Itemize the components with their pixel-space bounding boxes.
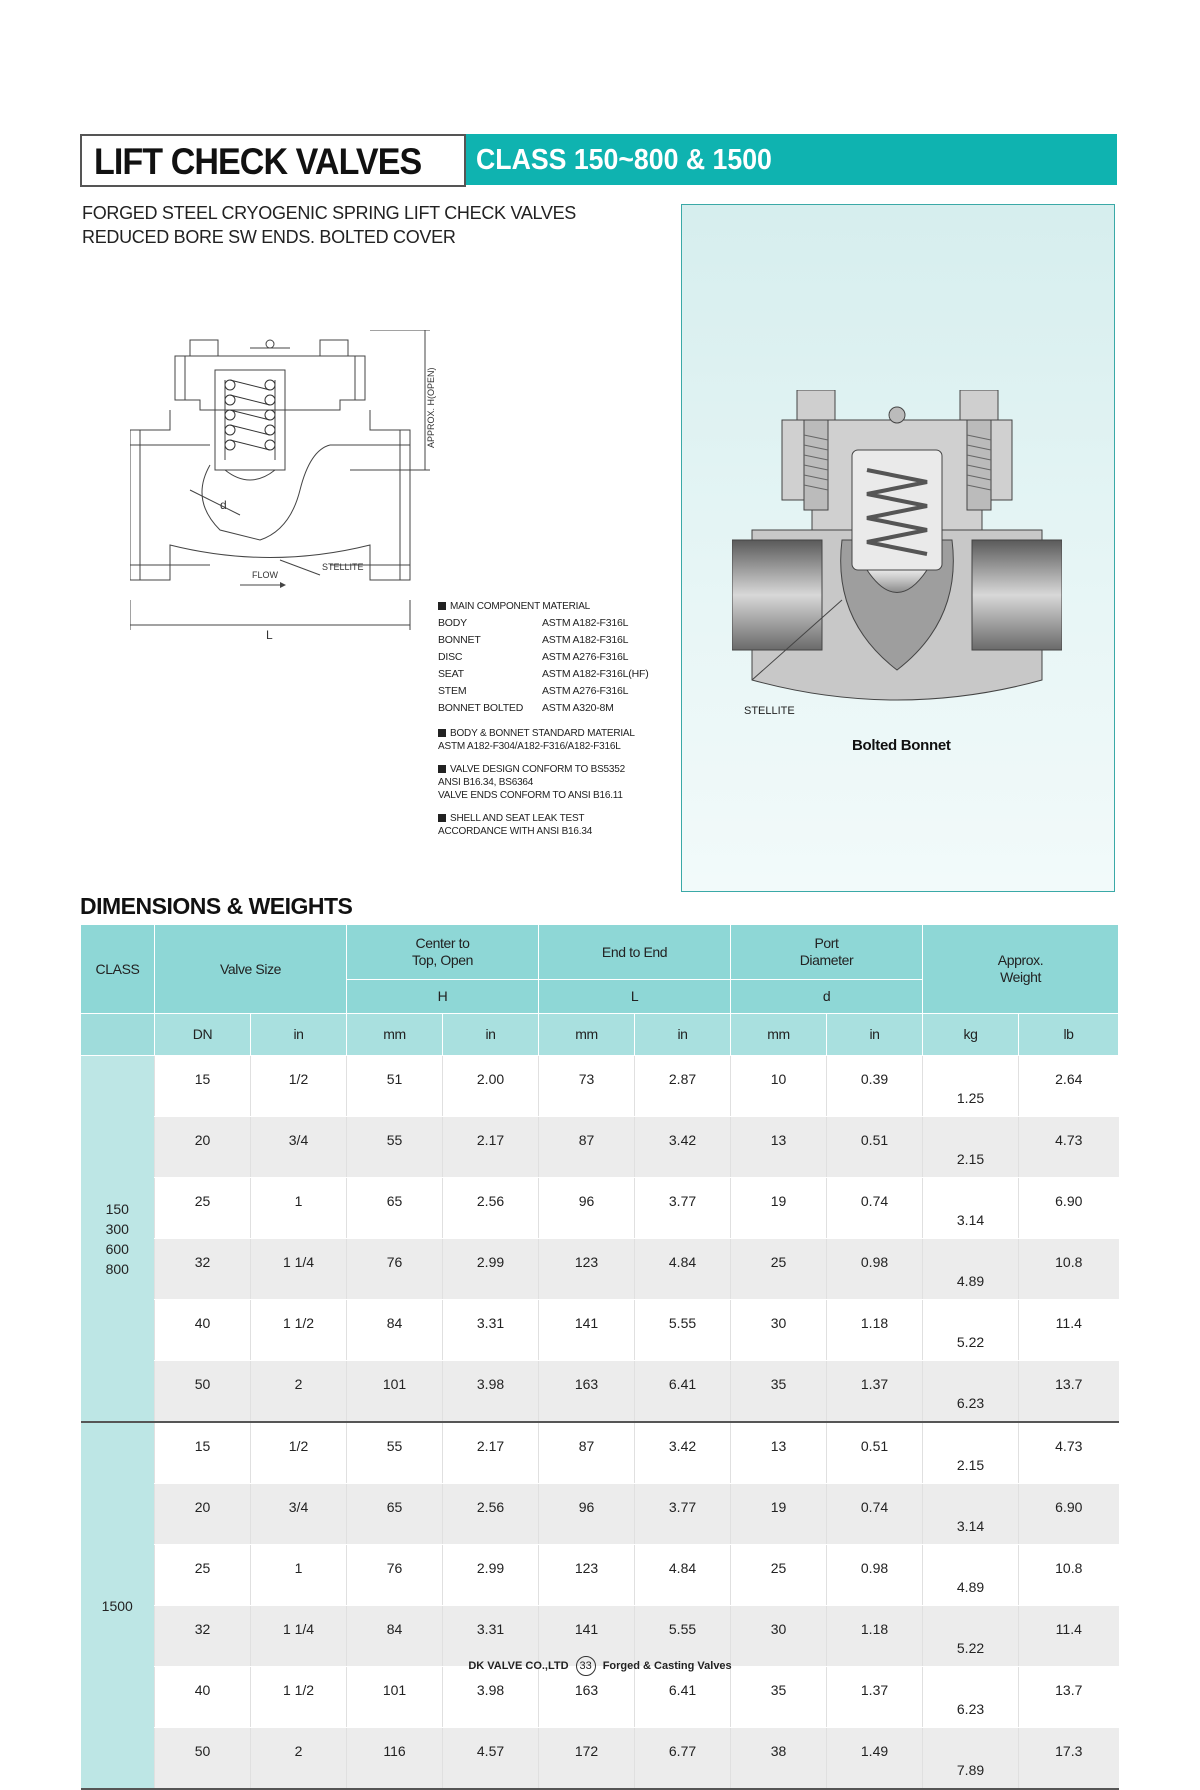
table-cell: 35 [731,1667,827,1728]
technical-drawing [130,330,480,670]
table-cell: 2 [251,1728,347,1790]
table-cell: 2.87 [635,1056,731,1117]
table-cell: 3.98 [443,1361,539,1423]
material-heading: MAIN COMPONENT MATERIAL [438,598,678,615]
class-group-cell [81,1056,155,1423]
stellite-drawing-label: STELLITE [322,562,364,572]
table-cell: 5.55 [635,1300,731,1361]
table-cell: 2.56 [443,1484,539,1545]
table-cell: 3.77 [635,1484,731,1545]
table-cell: 73 [539,1056,635,1117]
dimensions-section-title: DIMENSIONS & WEIGHTS [80,893,353,919]
table-cell: 3/4 [251,1484,347,1545]
table-cell: 1 1/4 [251,1606,347,1667]
valve-illustration-panel [681,204,1115,892]
table-cell: 123 [539,1239,635,1300]
table-cell: 19 [731,1484,827,1545]
table-cell: 3.31 [443,1606,539,1667]
table-cell: 3.98 [443,1667,539,1728]
table-cell: 4.73 [1019,1117,1119,1178]
table-cell: 15 [155,1422,251,1484]
bullet-icon [438,814,446,822]
col-valve-size-header: Valve Size [155,925,347,1014]
table-cell: 15 [155,1056,251,1117]
table-cell: 2.56 [443,1178,539,1239]
material-row: SEAT ASTM A182-F316L(HF) [438,668,649,680]
table-cell: 2.15 [923,1117,1019,1178]
table-cell: 13.7 [1019,1361,1119,1423]
unit-in: in [827,1014,923,1056]
table-row [81,1728,1119,1790]
class-value: 150 [105,1200,129,1217]
table-row [81,1422,1119,1484]
product-description [82,201,576,249]
table-row [81,1117,1119,1178]
bullet-icon [438,602,446,610]
table-cell: 51 [347,1056,443,1117]
table-cell: 32 [155,1606,251,1667]
table-cell: 1/2 [251,1056,347,1117]
leak-test-note: SHELL AND SEAT LEAK TEST ACCORDANCE WITH ANSI B16.34 [438,813,593,837]
table-cell: 4.57 [443,1728,539,1790]
table-cell: 0.98 [827,1545,923,1606]
table-cell: 101 [347,1361,443,1423]
table-cell: 2 [251,1361,347,1423]
table-cell: 6.23 [923,1361,1019,1423]
table-cell: 1/2 [251,1422,347,1484]
table-cell: 0.74 [827,1484,923,1545]
valve-cutaway-illustration [732,390,1062,720]
table-cell: 6.41 [635,1361,731,1423]
unit-blank-cell [81,1014,155,1056]
col-port-diameter-header: Port Diameter [731,925,923,980]
table-cell: 3.31 [443,1300,539,1361]
bullet-icon [438,765,446,773]
table-cell: 40 [155,1667,251,1728]
table-cell: 7.89 [923,1728,1019,1790]
table-cell: 1 1/4 [251,1239,347,1300]
table-cell: 6.41 [635,1667,731,1728]
table-cell: 0.74 [827,1178,923,1239]
table-cell: 84 [347,1300,443,1361]
table-cell: 10.8 [1019,1545,1119,1606]
table-cell: 1.37 [827,1667,923,1728]
table-cell: 141 [539,1606,635,1667]
class-range-label: CLASS 150~800 & 1500 [476,144,772,176]
table-cell: 55 [347,1422,443,1484]
table-body [81,1056,1119,1790]
header-title-box [80,134,466,187]
bolted-bonnet-caption: Bolted Bonnet [852,737,951,754]
table-cell: 4.84 [635,1239,731,1300]
table-cell: 20 [155,1117,251,1178]
table-cell: 3.42 [635,1422,731,1484]
table-cell: 172 [539,1728,635,1790]
table-cell: 6.90 [1019,1484,1119,1545]
catalog-section: Forged & Casting Valves [602,1660,732,1672]
table-row [81,1239,1119,1300]
table-cell: 65 [347,1484,443,1545]
material-list [438,598,678,838]
col-end-to-end-header: End to End [539,925,731,980]
unit-mm: mm [347,1014,443,1056]
material-row: BONNET BOLTED ASTM A320-8M [438,702,614,714]
standard-material-note: BODY & BONNET STANDARD MATERIAL ASTM A182-F304/A182-F316/A182-F316L [438,728,635,752]
table-cell: 6.77 [635,1728,731,1790]
table-cell: 0.39 [827,1056,923,1117]
table-cell: 76 [347,1239,443,1300]
table-cell: 3.42 [635,1117,731,1178]
table-cell: 1.49 [827,1728,923,1790]
table-cell: 11.4 [1019,1606,1119,1667]
table-cell: 30 [731,1300,827,1361]
unit-in: in [251,1014,347,1056]
table-cell: 40 [155,1300,251,1361]
col-class-header: CLASS [81,925,155,1014]
table-header [81,925,1119,1056]
table-cell: 4.73 [1019,1422,1119,1484]
table-cell: 163 [539,1361,635,1423]
table-cell: 4.84 [635,1545,731,1606]
table-cell: 19 [731,1178,827,1239]
page-footer [0,1656,1200,1676]
table-cell: 96 [539,1178,635,1239]
unit-in: in [635,1014,731,1056]
unit-mm: mm [731,1014,827,1056]
table-cell: 13 [731,1422,827,1484]
flow-label: FLOW [252,570,278,580]
table-cell: 32 [155,1239,251,1300]
unit-lb: lb [1019,1014,1119,1056]
table-cell: 25 [155,1545,251,1606]
unit-dn: DN [155,1014,251,1056]
table-row [81,1056,1119,1117]
table-cell: 3.14 [923,1484,1019,1545]
material-row: BONNET ASTM A182-F316L [438,634,629,646]
table-cell: 1.18 [827,1606,923,1667]
bullet-icon [438,729,446,737]
table-cell: 5.55 [635,1606,731,1667]
table-cell: 3.77 [635,1178,731,1239]
table-cell: 1 [251,1545,347,1606]
col-l-header: L [539,980,731,1014]
table-cell: 25 [155,1178,251,1239]
table-row [81,1484,1119,1545]
table-cell: 116 [347,1728,443,1790]
description-line-1: FORGED STEEL CRYOGENIC SPRING LIFT CHECK VALVES [82,203,577,223]
table-cell: 10.8 [1019,1239,1119,1300]
diameter-dimension-label: d [220,498,227,512]
unit-in: in [443,1014,539,1056]
class-value: 600 [105,1240,129,1257]
unit-mm: mm [539,1014,635,1056]
col-h-header: H [347,980,539,1014]
table-cell: 87 [539,1117,635,1178]
table-cell: 96 [539,1484,635,1545]
table-cell: 2.17 [443,1422,539,1484]
material-row: DISC ASTM A276-F316L [438,651,629,663]
table-cell: 4.89 [923,1545,1019,1606]
class-value: 800 [105,1260,129,1277]
table-cell: 1 1/2 [251,1667,347,1728]
class-value: 1500 [101,1597,133,1614]
table-cell: 55 [347,1117,443,1178]
height-dimension-label: APPROX. H(OPEN) [426,367,436,448]
table-cell: 2.64 [1019,1056,1119,1117]
description-line-2: REDUCED BORE SW ENDS. BOLTED COVER [82,227,456,247]
table-cell: 0.51 [827,1117,923,1178]
table-cell: 1.18 [827,1300,923,1361]
table-cell: 2.15 [923,1422,1019,1484]
table-cell: 20 [155,1484,251,1545]
design-standard-note: VALVE DESIGN CONFORM TO BS5352 ANSI B16.34, BS6364 VALVE ENDS CONFORM TO ANSI B16.11 [438,764,625,801]
table-cell: 163 [539,1667,635,1728]
table-cell: 1.37 [827,1361,923,1423]
table-cell: 2.99 [443,1239,539,1300]
table-cell: 35 [731,1361,827,1423]
table-cell: 5.22 [923,1300,1019,1361]
table-cell: 10 [731,1056,827,1117]
table-cell: 2.99 [443,1545,539,1606]
class-group-cell [81,1422,155,1789]
page-header [80,134,1117,185]
table-cell: 1 1/2 [251,1300,347,1361]
table-cell: 13.7 [1019,1667,1119,1728]
table-cell: 76 [347,1545,443,1606]
table-cell: 2.17 [443,1117,539,1178]
page-title: LIFT CHECK VALVES [94,141,422,182]
table-cell: 4.89 [923,1239,1019,1300]
col-center-to-top-header: Center to Top, Open [347,925,539,980]
table-cell: 3/4 [251,1117,347,1178]
table-cell: 6.23 [923,1667,1019,1728]
table-cell: 30 [731,1606,827,1667]
table-cell: 1.25 [923,1056,1019,1117]
table-cell: 25 [731,1545,827,1606]
table-row [81,1178,1119,1239]
table-cell: 11.4 [1019,1300,1119,1361]
table-cell: 25 [731,1239,827,1300]
table-cell: 87 [539,1422,635,1484]
table-cell: 2.00 [443,1056,539,1117]
table-cell: 65 [347,1178,443,1239]
table-cell: 38 [731,1728,827,1790]
col-weight-header: Approx. Weight [923,925,1119,1014]
table-cell: 17.3 [1019,1728,1119,1790]
table-cell: 0.98 [827,1239,923,1300]
table-row [81,1545,1119,1606]
unit-kg: kg [923,1014,1019,1056]
table-cell: 5.22 [923,1606,1019,1667]
page-number: 33 [576,1656,596,1676]
table-cell: 50 [155,1361,251,1423]
stellite-label: STELLITE [744,705,795,717]
table-cell: 3.14 [923,1178,1019,1239]
length-dimension-label: L [266,628,273,642]
table-cell: 123 [539,1545,635,1606]
material-row: STEM ASTM A276-F316L [438,685,629,697]
table-cell: 1 [251,1178,347,1239]
col-d-header: d [731,980,923,1014]
table-cell: 141 [539,1300,635,1361]
table-row [81,1300,1119,1361]
table-cell: 101 [347,1667,443,1728]
material-row: BODY ASTM A182-F316L [438,617,629,629]
table-cell: 6.90 [1019,1178,1119,1239]
company-name: DK VALVE CO.,LTD [468,1660,569,1672]
class-value: 300 [105,1220,129,1237]
table-cell: 13 [731,1117,827,1178]
table-cell: 0.51 [827,1422,923,1484]
table-row [81,1361,1119,1423]
table-cell: 84 [347,1606,443,1667]
table-cell: 50 [155,1728,251,1790]
